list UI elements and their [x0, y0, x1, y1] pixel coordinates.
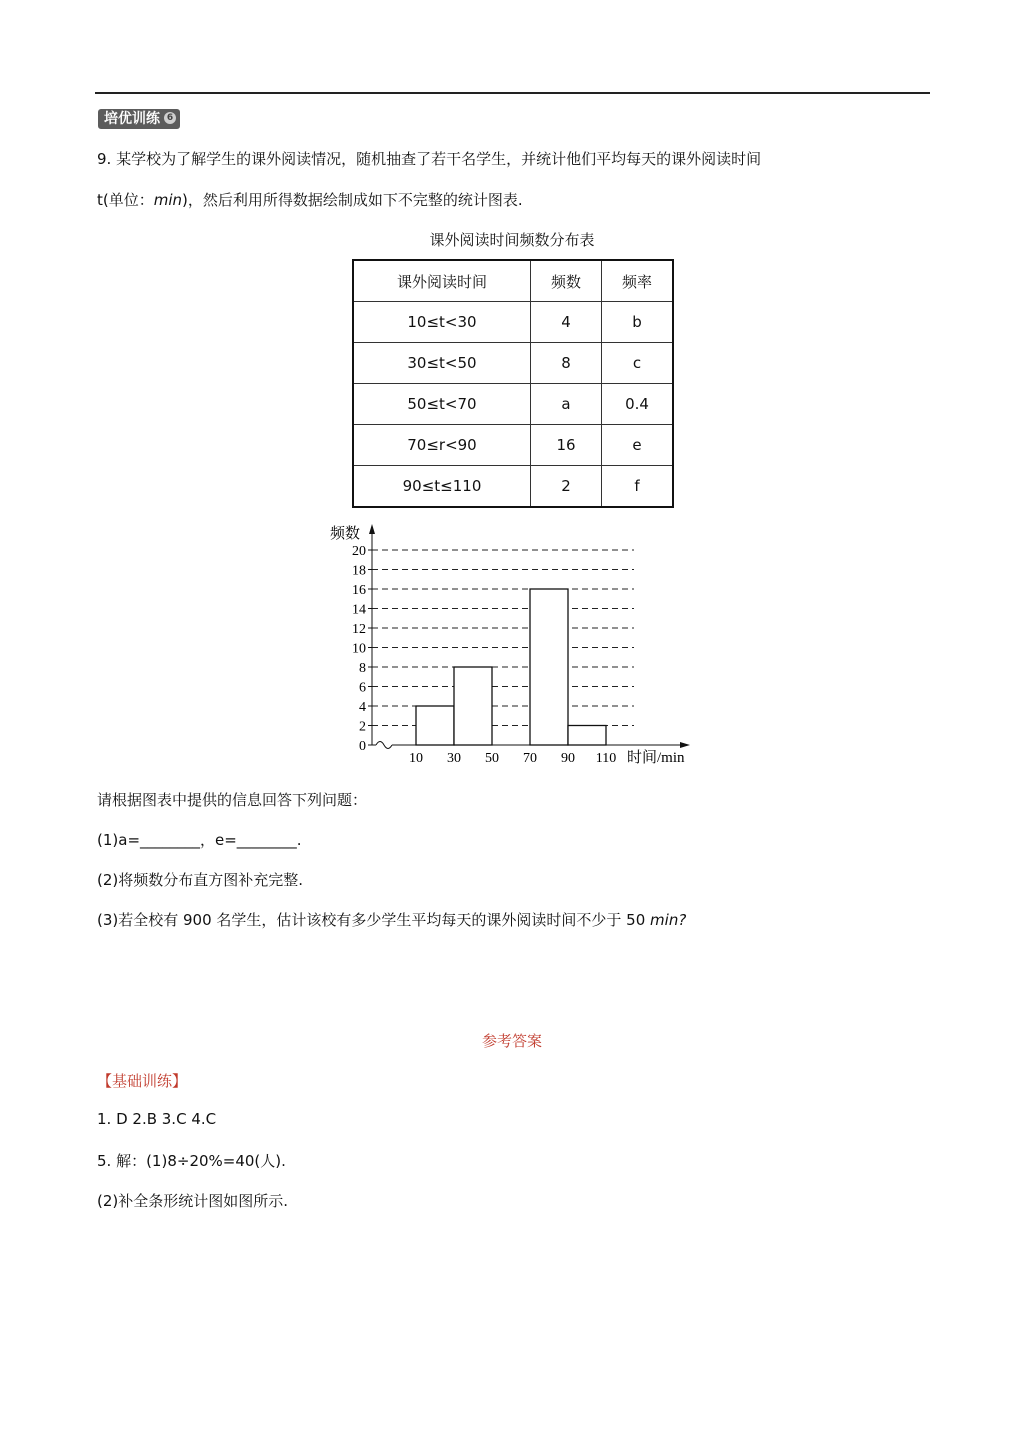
table-header: 课外阅读时间 — [353, 260, 531, 302]
table-header: 频率 — [602, 260, 674, 302]
histogram-bar — [568, 726, 606, 746]
prompt-q3 — [97, 909, 686, 930]
answers-section: 【基础训练】 — [97, 1072, 188, 1090]
x-tick-label: 70 — [523, 751, 537, 766]
table-cell: b — [602, 302, 674, 343]
table-header: 频数 — [531, 260, 602, 302]
table-cell: c — [602, 343, 674, 384]
y-tick-label: 0 — [359, 739, 366, 754]
table-cell: e — [602, 425, 674, 466]
question-line-2-pre: t(单位： — [97, 191, 154, 209]
question-line-1: 9. 某学校为了解学生的课外阅读情况，随机抽查了若干名学生，并统计他们平均每天的课外阅读时间 — [97, 150, 762, 168]
y-tick-label: 16 — [352, 583, 366, 598]
y-axis-arrow-icon — [369, 524, 375, 534]
histogram-bar — [454, 667, 492, 745]
table-cell: 30≤t<50 — [353, 343, 531, 384]
y-tick-label: 10 — [352, 641, 366, 657]
answers-title: 参考答案 — [481, 1032, 542, 1050]
prompt-intro: 请根据图表中提供的信息回答下列问题： — [97, 791, 368, 809]
table-cell: 16 — [531, 425, 602, 466]
y-tick-label: 8 — [359, 661, 366, 676]
table-cell: 2 — [531, 466, 602, 508]
table-cell: 0.4 — [602, 384, 674, 425]
frequency-table — [352, 259, 674, 508]
y-tick-label: 4 — [359, 700, 366, 715]
section-badge — [98, 109, 180, 129]
question-line-2-post: )，然后利用所得数据绘制成如下不完整的统计图表. — [182, 191, 523, 209]
y-tick-label: 2 — [359, 719, 366, 735]
table-cell: 4 — [531, 302, 602, 343]
table-cell: 50≤t<70 — [353, 384, 531, 425]
table-row — [353, 466, 673, 508]
x-axis-arrow-icon — [680, 742, 690, 748]
badge-label: 培优训练 — [104, 111, 160, 127]
prompt-q2: (2)将频数分布直方图补充完整. — [97, 871, 304, 889]
table-header-row — [353, 260, 673, 302]
table-row — [353, 343, 673, 384]
prompt-q3-unit: min? — [650, 911, 687, 929]
prompt-q3-text: (3)若全校有 900 名学生，估计该校有多少学生平均每天的课外阅读时间不少于 50 — [97, 911, 651, 929]
question-line-2 — [97, 189, 523, 210]
table-row — [353, 302, 673, 343]
top-rule — [95, 92, 930, 94]
table-row — [353, 384, 673, 425]
table-cell: a — [531, 384, 602, 425]
y-axis-label: 频数 — [330, 526, 361, 542]
table-cell: 10≤t<30 — [353, 302, 531, 343]
y-tick-label: 14 — [352, 602, 366, 618]
table-cell: f — [602, 466, 674, 508]
question-unit: min — [153, 191, 183, 209]
histogram-bar — [416, 706, 454, 745]
histogram-bar — [530, 589, 568, 745]
x-axis-label: 时间/min — [627, 750, 685, 766]
x-tick-label: 30 — [447, 751, 461, 766]
table-caption: 课外阅读时间频数分布表 — [429, 231, 595, 249]
table-cell: 70≤r<90 — [353, 425, 531, 466]
answer-line-1: 1. D 2.B 3.C 4.C — [97, 1110, 217, 1128]
x-tick-label: 90 — [561, 751, 575, 766]
table-row — [353, 425, 673, 466]
x-tick-label: 110 — [595, 751, 617, 766]
answer-line-5: 5. 解：(1)8÷20%=40(人). — [97, 1152, 286, 1170]
axis-break-icon — [376, 742, 392, 749]
table-cell: 90≤t≤110 — [353, 466, 531, 508]
frequency-histogram — [322, 520, 702, 770]
y-tick-label: 18 — [352, 563, 366, 579]
badge-number-icon: 6 — [164, 112, 176, 124]
x-tick-label: 10 — [409, 751, 423, 766]
answer-line-5b: (2)补全条形统计图如图所示. — [97, 1192, 289, 1210]
y-tick-label: 6 — [359, 680, 366, 696]
y-tick-label: 20 — [352, 544, 366, 559]
prompt-q1: (1)a=________，e=________. — [97, 831, 302, 849]
x-tick-label: 50 — [485, 751, 499, 766]
table-cell: 8 — [531, 343, 602, 384]
y-tick-label: 12 — [352, 622, 366, 637]
